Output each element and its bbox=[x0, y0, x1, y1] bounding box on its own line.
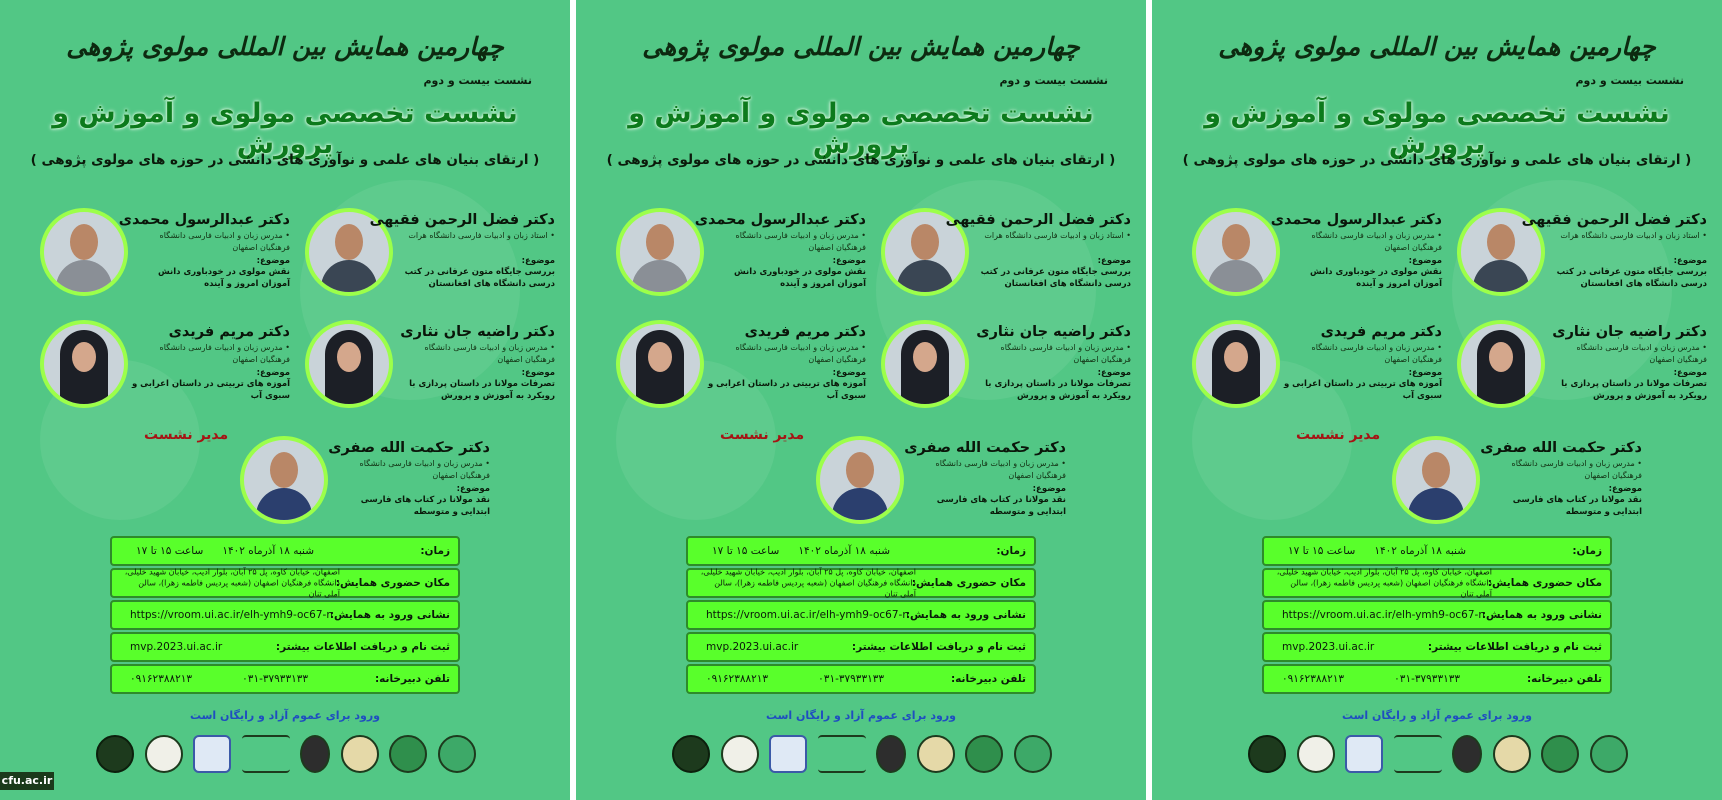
speaker-topic: تصرفات مولانا در داستان پردازی با رویکرد به آموزش و پرورش bbox=[1561, 379, 1707, 401]
moderator-topic: نقد مولانا در کتاب های فارسی ابتدایی و متوسطه bbox=[360, 495, 490, 517]
sponsor-logos bbox=[96, 732, 476, 776]
speaker-photo bbox=[1192, 320, 1280, 408]
speaker-photo bbox=[616, 320, 704, 408]
speaker-card bbox=[881, 208, 1131, 306]
venue-label: مکان حضوری همایش: bbox=[911, 577, 1026, 589]
sun-emblem-icon bbox=[672, 735, 710, 773]
speaker-name: دکتر عبدالرسول محمدی bbox=[1270, 212, 1442, 228]
speaker-name: دکتر عبدالرسول محمدی bbox=[694, 212, 866, 228]
star-emblem-icon bbox=[1493, 735, 1531, 773]
moderator-photo bbox=[1392, 436, 1480, 524]
conference-title: چهارمین همایش بین المللی مولوی پژوهی bbox=[642, 32, 1080, 61]
online-link[interactable]: https://vroom.ui.ac.ir/elh-ymh9-oc67-n bbox=[1282, 609, 1485, 621]
moderator-topic: نقد مولانا در کتاب های فارسی ابتدایی و متوسطه bbox=[1512, 495, 1642, 517]
phone-label: تلفن دبیرخانه: bbox=[950, 673, 1026, 685]
speaker-card bbox=[305, 208, 555, 306]
phone-2: ۰۹۱۶۲۳۸۸۲۱۳ bbox=[706, 673, 769, 685]
main-title: نشست تخصصی مولوی و آموزش و پرورش bbox=[1204, 98, 1670, 160]
speaker-photo bbox=[1457, 320, 1545, 408]
speaker-topic: تصرفات مولانا در داستان پردازی با رویکرد به آموزش و پرورش bbox=[985, 379, 1131, 401]
speaker-affiliation: • مدرس زبان و ادبیات فارسی دانشگاه فرهنگیان اصفهان bbox=[159, 231, 290, 252]
speaker-topic: آموزه های تربیتی در داستان اعرابی و سبوی آب bbox=[131, 379, 290, 401]
online-row bbox=[686, 600, 1036, 630]
speaker-affiliation: • استاد زبان و ادبیات فارسی دانشگاه هرات bbox=[1560, 231, 1707, 240]
speaker-name: دکتر فضل الرحمن فقیهی bbox=[369, 212, 555, 228]
speaker-card bbox=[1457, 208, 1707, 306]
moderator-card bbox=[1392, 436, 1642, 534]
sponsor-logos bbox=[1248, 732, 1628, 776]
speaker-photo bbox=[305, 320, 393, 408]
speaker-affiliation: • مدرس زبان و ادبیات فارسی دانشگاه فرهنگیان اصفهان bbox=[424, 343, 555, 364]
speaker-affiliation: • استاد زبان و ادبیات فارسی دانشگاه هرات bbox=[408, 231, 555, 240]
moderator-label: مدیر نشست bbox=[720, 427, 805, 443]
speaker-card bbox=[40, 208, 290, 306]
topic-label: موضوع: bbox=[1408, 256, 1442, 266]
moderator-affiliation: • مدرس زبان و ادبیات فارسی دانشگاه فرهنگیان اصفهان bbox=[359, 459, 490, 480]
speaker-card bbox=[616, 208, 866, 306]
book-logo-icon bbox=[1345, 735, 1383, 773]
phone-row bbox=[110, 664, 460, 694]
moderator-label: مدیر نشست bbox=[1296, 427, 1381, 443]
speaker-name: دکتر مریم فریدی bbox=[744, 324, 866, 340]
organization-logo-icon bbox=[1394, 735, 1442, 773]
topic-label: موضوع: bbox=[256, 256, 290, 266]
time-hours: ساعت ۱۵ تا ۱۷ bbox=[136, 545, 204, 557]
time-label: زمان: bbox=[420, 545, 450, 557]
phone-row bbox=[1262, 664, 1612, 694]
moderator-affiliation: • مدرس زبان و ادبیات فارسی دانشگاه فرهنگیان اصفهان bbox=[1511, 459, 1642, 480]
book-logo-icon bbox=[193, 735, 231, 773]
register-link[interactable]: mvp.2023.ui.ac.ir bbox=[130, 641, 223, 653]
speaker-affiliation: • مدرس زبان و ادبیات فارسی دانشگاه فرهنگیان اصفهان bbox=[735, 343, 866, 364]
phone-1: ۰۳۱-۳۷۹۳۳۱۳۳ bbox=[818, 673, 884, 685]
sun-emblem-icon bbox=[1248, 735, 1286, 773]
topic-label: موضوع: bbox=[1408, 368, 1442, 378]
time-date: شنبه ۱۸ آذرماه ۱۴۰۲ bbox=[1374, 545, 1466, 557]
speaker-name: دکتر مریم فریدی bbox=[168, 324, 290, 340]
moderator-affiliation: • مدرس زبان و ادبیات فارسی دانشگاه فرهنگیان اصفهان bbox=[935, 459, 1066, 480]
speaker-affiliation: • مدرس زبان و ادبیات فارسی دانشگاه فرهنگیان اصفهان bbox=[1311, 231, 1442, 252]
register-row bbox=[110, 632, 460, 662]
phone-1: ۰۳۱-۳۷۹۳۳۱۳۳ bbox=[1394, 673, 1460, 685]
speaker-affiliation: • استاد زبان و ادبیات فارسی دانشگاه هرات bbox=[984, 231, 1131, 240]
moderator-name: دکتر حکمت الله صفری bbox=[328, 440, 490, 456]
register-label: ثبت نام و دریافت اطلاعات بیشتر: bbox=[1427, 641, 1602, 653]
seal-icon bbox=[1541, 735, 1579, 773]
speaker-affiliation: • مدرس زبان و ادبیات فارسی دانشگاه فرهنگیان اصفهان bbox=[1576, 343, 1707, 364]
session-number: نشست بیست و دوم bbox=[999, 74, 1108, 87]
speaker-card bbox=[881, 320, 1131, 418]
star-emblem-icon bbox=[341, 735, 379, 773]
university-emblem-icon bbox=[1014, 735, 1052, 773]
poster-panel-3 bbox=[1152, 0, 1722, 800]
topic-label: موضوع: bbox=[521, 368, 555, 378]
circle-emblem-icon bbox=[721, 735, 759, 773]
circle-emblem-icon bbox=[145, 735, 183, 773]
conference-title: چهارمین همایش بین المللی مولوی پژوهی bbox=[1218, 32, 1656, 61]
free-entry-note: ورود برای عموم آزاد و رایگان است bbox=[1341, 709, 1533, 722]
topic-label: موضوع: bbox=[1673, 256, 1707, 266]
phone-2: ۰۹۱۶۲۳۸۸۲۱۳ bbox=[1282, 673, 1345, 685]
online-link[interactable]: https://vroom.ui.ac.ir/elh-ymh9-oc67-n bbox=[706, 609, 909, 621]
university-emblem-icon bbox=[438, 735, 476, 773]
circle-emblem-icon bbox=[1297, 735, 1335, 773]
subtitle: ( ارتقای بنیان های علمی و نوآوری های دانشی در حوزه های مولوی پژوهی ) bbox=[606, 152, 1116, 168]
register-row bbox=[1262, 632, 1612, 662]
topic-label: موضوع: bbox=[1673, 368, 1707, 378]
speaker-topic: بررسی جایگاه متون عرفانی در کتب درسی دانشگاه های افغانستان bbox=[404, 267, 555, 289]
free-entry-note: ورود برای عموم آزاد و رایگان است bbox=[765, 709, 957, 722]
venue-value: اصفهان، خیابان کاوه، پل ۲۵ آبان، بلوار ادیب، خیابان شهید خلیلی، دانشگاه فرهنگیان اصفهان (شعبه پردیس فاطمه زهرا)، سالن آملی تنان bbox=[124, 567, 340, 599]
organization-logo-icon bbox=[242, 735, 290, 773]
time-row bbox=[1262, 536, 1612, 566]
venue-row bbox=[686, 568, 1036, 598]
speaker-photo bbox=[881, 320, 969, 408]
moderator-photo bbox=[816, 436, 904, 524]
time-row bbox=[110, 536, 460, 566]
speaker-topic: نقش مولوی در خودباوری دانش آموزان امروز و آینده bbox=[1310, 267, 1442, 289]
time-row bbox=[686, 536, 1036, 566]
online-label: نشانی ورود به همایش: bbox=[1481, 609, 1602, 621]
book-logo-icon bbox=[769, 735, 807, 773]
topic-label: موضوع: bbox=[1097, 368, 1131, 378]
speaker-topic: نقش مولوی در خودباوری دانش آموزان امروز و آینده bbox=[158, 267, 290, 289]
conference-title: چهارمین همایش بین المللی مولوی پژوهی bbox=[66, 32, 504, 61]
speaker-photo bbox=[616, 208, 704, 296]
online-row bbox=[110, 600, 460, 630]
speaker-card bbox=[305, 320, 555, 418]
phone-label: تلفن دبیرخانه: bbox=[374, 673, 450, 685]
star-emblem-icon bbox=[917, 735, 955, 773]
speaker-card bbox=[1192, 208, 1442, 306]
topic-label: موضوع: bbox=[832, 256, 866, 266]
seal-icon bbox=[389, 735, 427, 773]
session-number: نشست بیست و دوم bbox=[1575, 74, 1684, 87]
topic-label: موضوع: bbox=[832, 368, 866, 378]
time-label: زمان: bbox=[996, 545, 1026, 557]
time-label: زمان: bbox=[1572, 545, 1602, 557]
venue-row bbox=[110, 568, 460, 598]
register-link[interactable]: mvp.2023.ui.ac.ir bbox=[1282, 641, 1375, 653]
university-emblem-icon bbox=[1590, 735, 1628, 773]
speaker-card bbox=[1457, 320, 1707, 418]
speaker-name: دکتر عبدالرسول محمدی bbox=[118, 212, 290, 228]
speaker-affiliation: • مدرس زبان و ادبیات فارسی دانشگاه فرهنگیان اصفهان bbox=[1311, 343, 1442, 364]
sponsor-logos bbox=[672, 732, 1052, 776]
speaker-affiliation: • مدرس زبان و ادبیات فارسی دانشگاه فرهنگیان اصفهان bbox=[159, 343, 290, 364]
organization-logo-icon bbox=[818, 735, 866, 773]
phone-1: ۰۳۱-۳۷۹۳۳۱۳۳ bbox=[242, 673, 308, 685]
time-hours: ساعت ۱۵ تا ۱۷ bbox=[1288, 545, 1356, 557]
moderator-label: مدیر نشست bbox=[144, 427, 229, 443]
time-hours: ساعت ۱۵ تا ۱۷ bbox=[712, 545, 780, 557]
sun-emblem-icon bbox=[96, 735, 134, 773]
speaker-topic: آموزه های تربیتی در داستان اعرابی و سبوی آب bbox=[1283, 379, 1442, 401]
venue-label: مکان حضوری همایش: bbox=[335, 577, 450, 589]
topic-label: موضوع: bbox=[1608, 484, 1642, 494]
subtitle: ( ارتقای بنیان های علمی و نوآوری های دانشی در حوزه های مولوی پژوهی ) bbox=[1182, 152, 1692, 168]
venue-label: مکان حضوری همایش: bbox=[1487, 577, 1602, 589]
speaker-name: دکتر فضل الرحمن فقیهی bbox=[1521, 212, 1707, 228]
subtitle: ( ارتقای بنیان های علمی و نوآوری های دانشی در حوزه های مولوی پژوهی ) bbox=[30, 152, 540, 168]
venue-value: اصفهان، خیابان کاوه، پل ۲۵ آبان، بلوار ادیب، خیابان شهید خلیلی، دانشگاه فرهنگیان اصفهان (شعبه پردیس فاطمه زهرا)، سالن آملی تنان bbox=[700, 567, 916, 599]
moderator-name: دکتر حکمت الله صفری bbox=[904, 440, 1066, 456]
session-number: نشست بیست و دوم bbox=[423, 74, 532, 87]
topic-label: موضوع: bbox=[456, 484, 490, 494]
speaker-name: دکتر فضل الرحمن فقیهی bbox=[945, 212, 1131, 228]
poster-panel-2 bbox=[576, 0, 1146, 800]
calligraphy-logo-icon bbox=[300, 735, 330, 773]
main-title: نشست تخصصی مولوی و آموزش و پرورش bbox=[628, 98, 1094, 160]
online-label: نشانی ورود به همایش: bbox=[329, 609, 450, 621]
register-row bbox=[686, 632, 1036, 662]
free-entry-note: ورود برای عموم آزاد و رایگان است bbox=[189, 709, 381, 722]
online-label: نشانی ورود به همایش: bbox=[905, 609, 1026, 621]
online-link[interactable]: https://vroom.ui.ac.ir/elh-ymh9-oc67-n bbox=[130, 609, 333, 621]
speaker-topic: نقش مولوی در خودباوری دانش آموزان امروز و آینده bbox=[734, 267, 866, 289]
poster-panel-1 bbox=[0, 0, 570, 800]
calligraphy-logo-icon bbox=[876, 735, 906, 773]
speaker-affiliation: • مدرس زبان و ادبیات فارسی دانشگاه فرهنگیان اصفهان bbox=[1000, 343, 1131, 364]
speaker-name: دکتر راضیه جان نثاری bbox=[400, 324, 555, 340]
register-label: ثبت نام و دریافت اطلاعات بیشتر: bbox=[275, 641, 450, 653]
speaker-name: دکتر مریم فریدی bbox=[1320, 324, 1442, 340]
phone-2: ۰۹۱۶۲۳۸۸۲۱۳ bbox=[130, 673, 193, 685]
speaker-topic: بررسی جایگاه متون عرفانی در کتب درسی دانشگاه های افغانستان bbox=[1556, 267, 1707, 289]
speaker-topic: آموزه های تربیتی در داستان اعرابی و سبوی آب bbox=[707, 379, 866, 401]
time-date: شنبه ۱۸ آذرماه ۱۴۰۲ bbox=[798, 545, 890, 557]
register-link[interactable]: mvp.2023.ui.ac.ir bbox=[706, 641, 799, 653]
speaker-topic: بررسی جایگاه متون عرفانی در کتب درسی دانشگاه های افغانستان bbox=[980, 267, 1131, 289]
phone-label: تلفن دبیرخانه: bbox=[1526, 673, 1602, 685]
topic-label: موضوع: bbox=[521, 256, 555, 266]
venue-row bbox=[1262, 568, 1612, 598]
topic-label: موضوع: bbox=[256, 368, 290, 378]
speaker-card bbox=[616, 320, 866, 418]
time-date: شنبه ۱۸ آذرماه ۱۴۰۲ bbox=[222, 545, 314, 557]
speaker-name: دکتر راضیه جان نثاری bbox=[1552, 324, 1707, 340]
speaker-name: دکتر راضیه جان نثاری bbox=[976, 324, 1131, 340]
online-row bbox=[1262, 600, 1612, 630]
register-label: ثبت نام و دریافت اطلاعات بیشتر: bbox=[851, 641, 1026, 653]
phone-row bbox=[686, 664, 1036, 694]
topic-label: موضوع: bbox=[1032, 484, 1066, 494]
speaker-card bbox=[40, 320, 290, 418]
moderator-card bbox=[240, 436, 490, 534]
seal-icon bbox=[965, 735, 1003, 773]
topic-label: موضوع: bbox=[1097, 256, 1131, 266]
main-title: نشست تخصصی مولوی و آموزش و پرورش bbox=[52, 98, 518, 160]
moderator-topic: نقد مولانا در کتاب های فارسی ابتدایی و متوسطه bbox=[936, 495, 1066, 517]
speaker-card bbox=[1192, 320, 1442, 418]
moderator-name: دکتر حکمت الله صفری bbox=[1480, 440, 1642, 456]
venue-value: اصفهان، خیابان کاوه، پل ۲۵ آبان، بلوار ادیب، خیابان شهید خلیلی، دانشگاه فرهنگیان اصفهان (شعبه پردیس فاطمه زهرا)، سالن آملی تنان bbox=[1276, 567, 1492, 599]
speaker-photo bbox=[40, 320, 128, 408]
moderator-card bbox=[816, 436, 1066, 534]
site-watermark[interactable]: cfu.ac.ir bbox=[0, 772, 54, 790]
speaker-affiliation: • مدرس زبان و ادبیات فارسی دانشگاه فرهنگیان اصفهان bbox=[735, 231, 866, 252]
speaker-topic: تصرفات مولانا در داستان پردازی با رویکرد به آموزش و پرورش bbox=[409, 379, 555, 401]
moderator-photo bbox=[240, 436, 328, 524]
speaker-photo bbox=[1192, 208, 1280, 296]
speaker-photo bbox=[40, 208, 128, 296]
calligraphy-logo-icon bbox=[1452, 735, 1482, 773]
